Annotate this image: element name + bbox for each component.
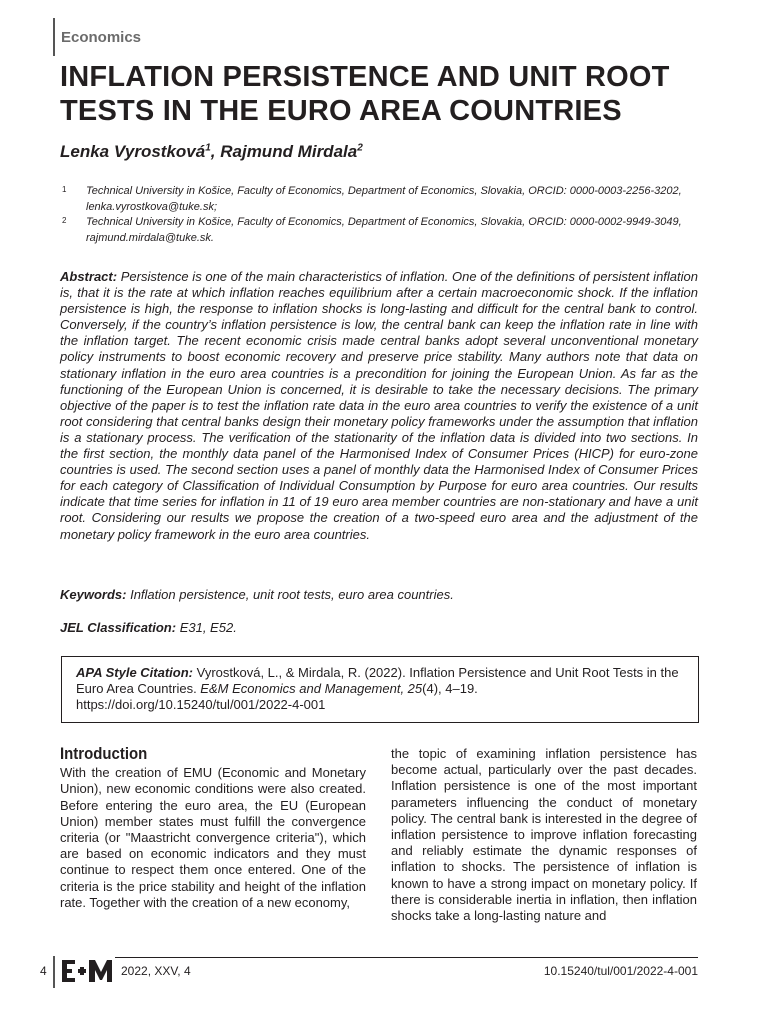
intro-left-column <box>60 746 366 911</box>
article-title <box>60 60 710 128</box>
affiliation-1 <box>60 184 700 215</box>
citation-text-1: Vyrostková, L., & Mirdala, R. (2022). Inflation Persistence and Unit Root Tests in the Euro Area Countries. <box>76 665 679 696</box>
author-list <box>60 142 363 162</box>
keywords-label: Keywords: <box>60 587 127 602</box>
abstract <box>60 269 698 543</box>
intro-right-column <box>391 746 697 924</box>
intro-right-text: the topic of examining inflation persistence has become actual, particularly over the past decades. Inflation persistence is one of the most important parameters influencing the conduct of monetary policy. The central bank is interested in the degree of inflation persistence to improve inflation forecasting and reliably estimate the dynamic responses of inflation to shocks. The persistence of inflation is known to have a strong impact on monetary policy. If there is considerable inertia in inflation, then inflation shocks take a long-lasting nature and <box>391 746 697 924</box>
affiliation-1-number: 1 <box>62 185 67 194</box>
footer-line <box>115 957 698 958</box>
footer-rule <box>53 956 55 988</box>
affiliation-2 <box>60 215 700 246</box>
title-line-2: TESTS IN THE EURO AREA COUNTRIES <box>60 95 622 127</box>
abstract-label: Abstract: <box>60 269 118 284</box>
section-label: Economics <box>61 29 142 46</box>
title-line-1: INFLATION PERSISTENCE AND UNIT ROOT <box>60 61 670 93</box>
author-2-sup: 2 <box>357 142 363 154</box>
journal-logo <box>61 958 113 984</box>
citation-box <box>61 656 699 723</box>
affiliations <box>60 184 700 246</box>
intro-heading: Introduction <box>60 744 148 763</box>
jel-classification <box>60 620 237 635</box>
affiliation-1-text: Technical University in Košice, Faculty of Economics, Department of Economics, Slovakia, ORCID: 0000-0003-2256-3202, lenka.vyrostkova@tuke.sk; <box>86 185 682 213</box>
footer-doi: 10.15240/tul/001/2022-4-001 <box>543 964 698 978</box>
issue-info: 2022, XXV, 4 <box>121 964 191 978</box>
affiliation-2-text: Technical University in Košice, Faculty of Economics, Department of Economics, Slovakia, ORCID: 0000-0002-9949-3049, rajmund.mirdala@tuke.sk. <box>86 216 682 244</box>
author-1: Lenka Vyrostková <box>60 142 206 161</box>
citation-text-2: (4), 4–19. https://doi.org/10.15240/tul/001/2022-4-001 <box>76 681 478 712</box>
author-separator: , <box>210 142 221 161</box>
author-1-sup: 1 <box>205 142 211 154</box>
author-2: Rajmund Mirdala <box>220 142 358 161</box>
affiliation-2-number: 2 <box>62 216 67 225</box>
keywords-text: Inflation persistence, unit root tests, euro area countries. <box>130 587 454 602</box>
page-number: 4 <box>40 964 47 978</box>
keywords <box>60 587 454 602</box>
jel-text: E31, E52. <box>179 620 237 635</box>
jel-label: JEL Classification: <box>60 620 177 635</box>
intro-left-text: With the creation of EMU (Economic and Monetary Union), new economic conditions were also created. Before entering the euro area, the EU (European Union) member states must fulfill the convergence criteria (or "Maastricht convergence criteria"), which are based on economic indicators and they must continue to respect them once entered. One of the criteria is the price stability and height of the inflation rate. Together with the creation of a new economy, <box>60 765 366 910</box>
abstract-text: Persistence is one of the main characteristics of inflation. One of the definitions of persistent inflation is, that it is the rate at which inflation reaches equilibrium after a certain macroeconomic shock. If the inflation persistence is high, the response to inflation shocks is long-lasting and difficult for the central bank to control. Conversely, if the country’s inflation persistence is low, the central bank can keep the inflation rate in line with the inflation target. The recent economic crisis made central banks adopt several unconventional monetary policy instruments to boost economic recovery and preserve price stability. Many authors note that data on stationary inflation in the euro area countries is a precondition for joining the European Union. As far as the functioning of the European Union is concerned, it is desirable to take the necessary decisions. The primary objective of the paper is to test the inflation rate data in the euro area countries to verify the existence of a unit root considering that central banks design their monetary policy frameworks under the assumption that inflation is a stationary process. The verification of the stationarity of the inflation data is divided into two sections. In the first section, the monthly data panel of the Harmonised Index of Consumer Prices (HICP) for euro-zone countries is used. The second section uses a panel of monthly data the Harmonised Index of Consumer Prices for each category of Classification of Individual Consumption by Purpose for euro area countries. Our results indicate that time series for inflation in 11 of 19 euro area member countries are non-stationary and have a unit root. Considering our results we propose the creation of a two-speed euro area and the adjustment of the monetary policy framework in the euro area countries. <box>60 269 698 542</box>
citation-journal: E&M Economics and Management, 25 <box>200 681 423 696</box>
citation-label: APA Style Citation: <box>76 665 194 680</box>
section-rule <box>53 18 55 56</box>
